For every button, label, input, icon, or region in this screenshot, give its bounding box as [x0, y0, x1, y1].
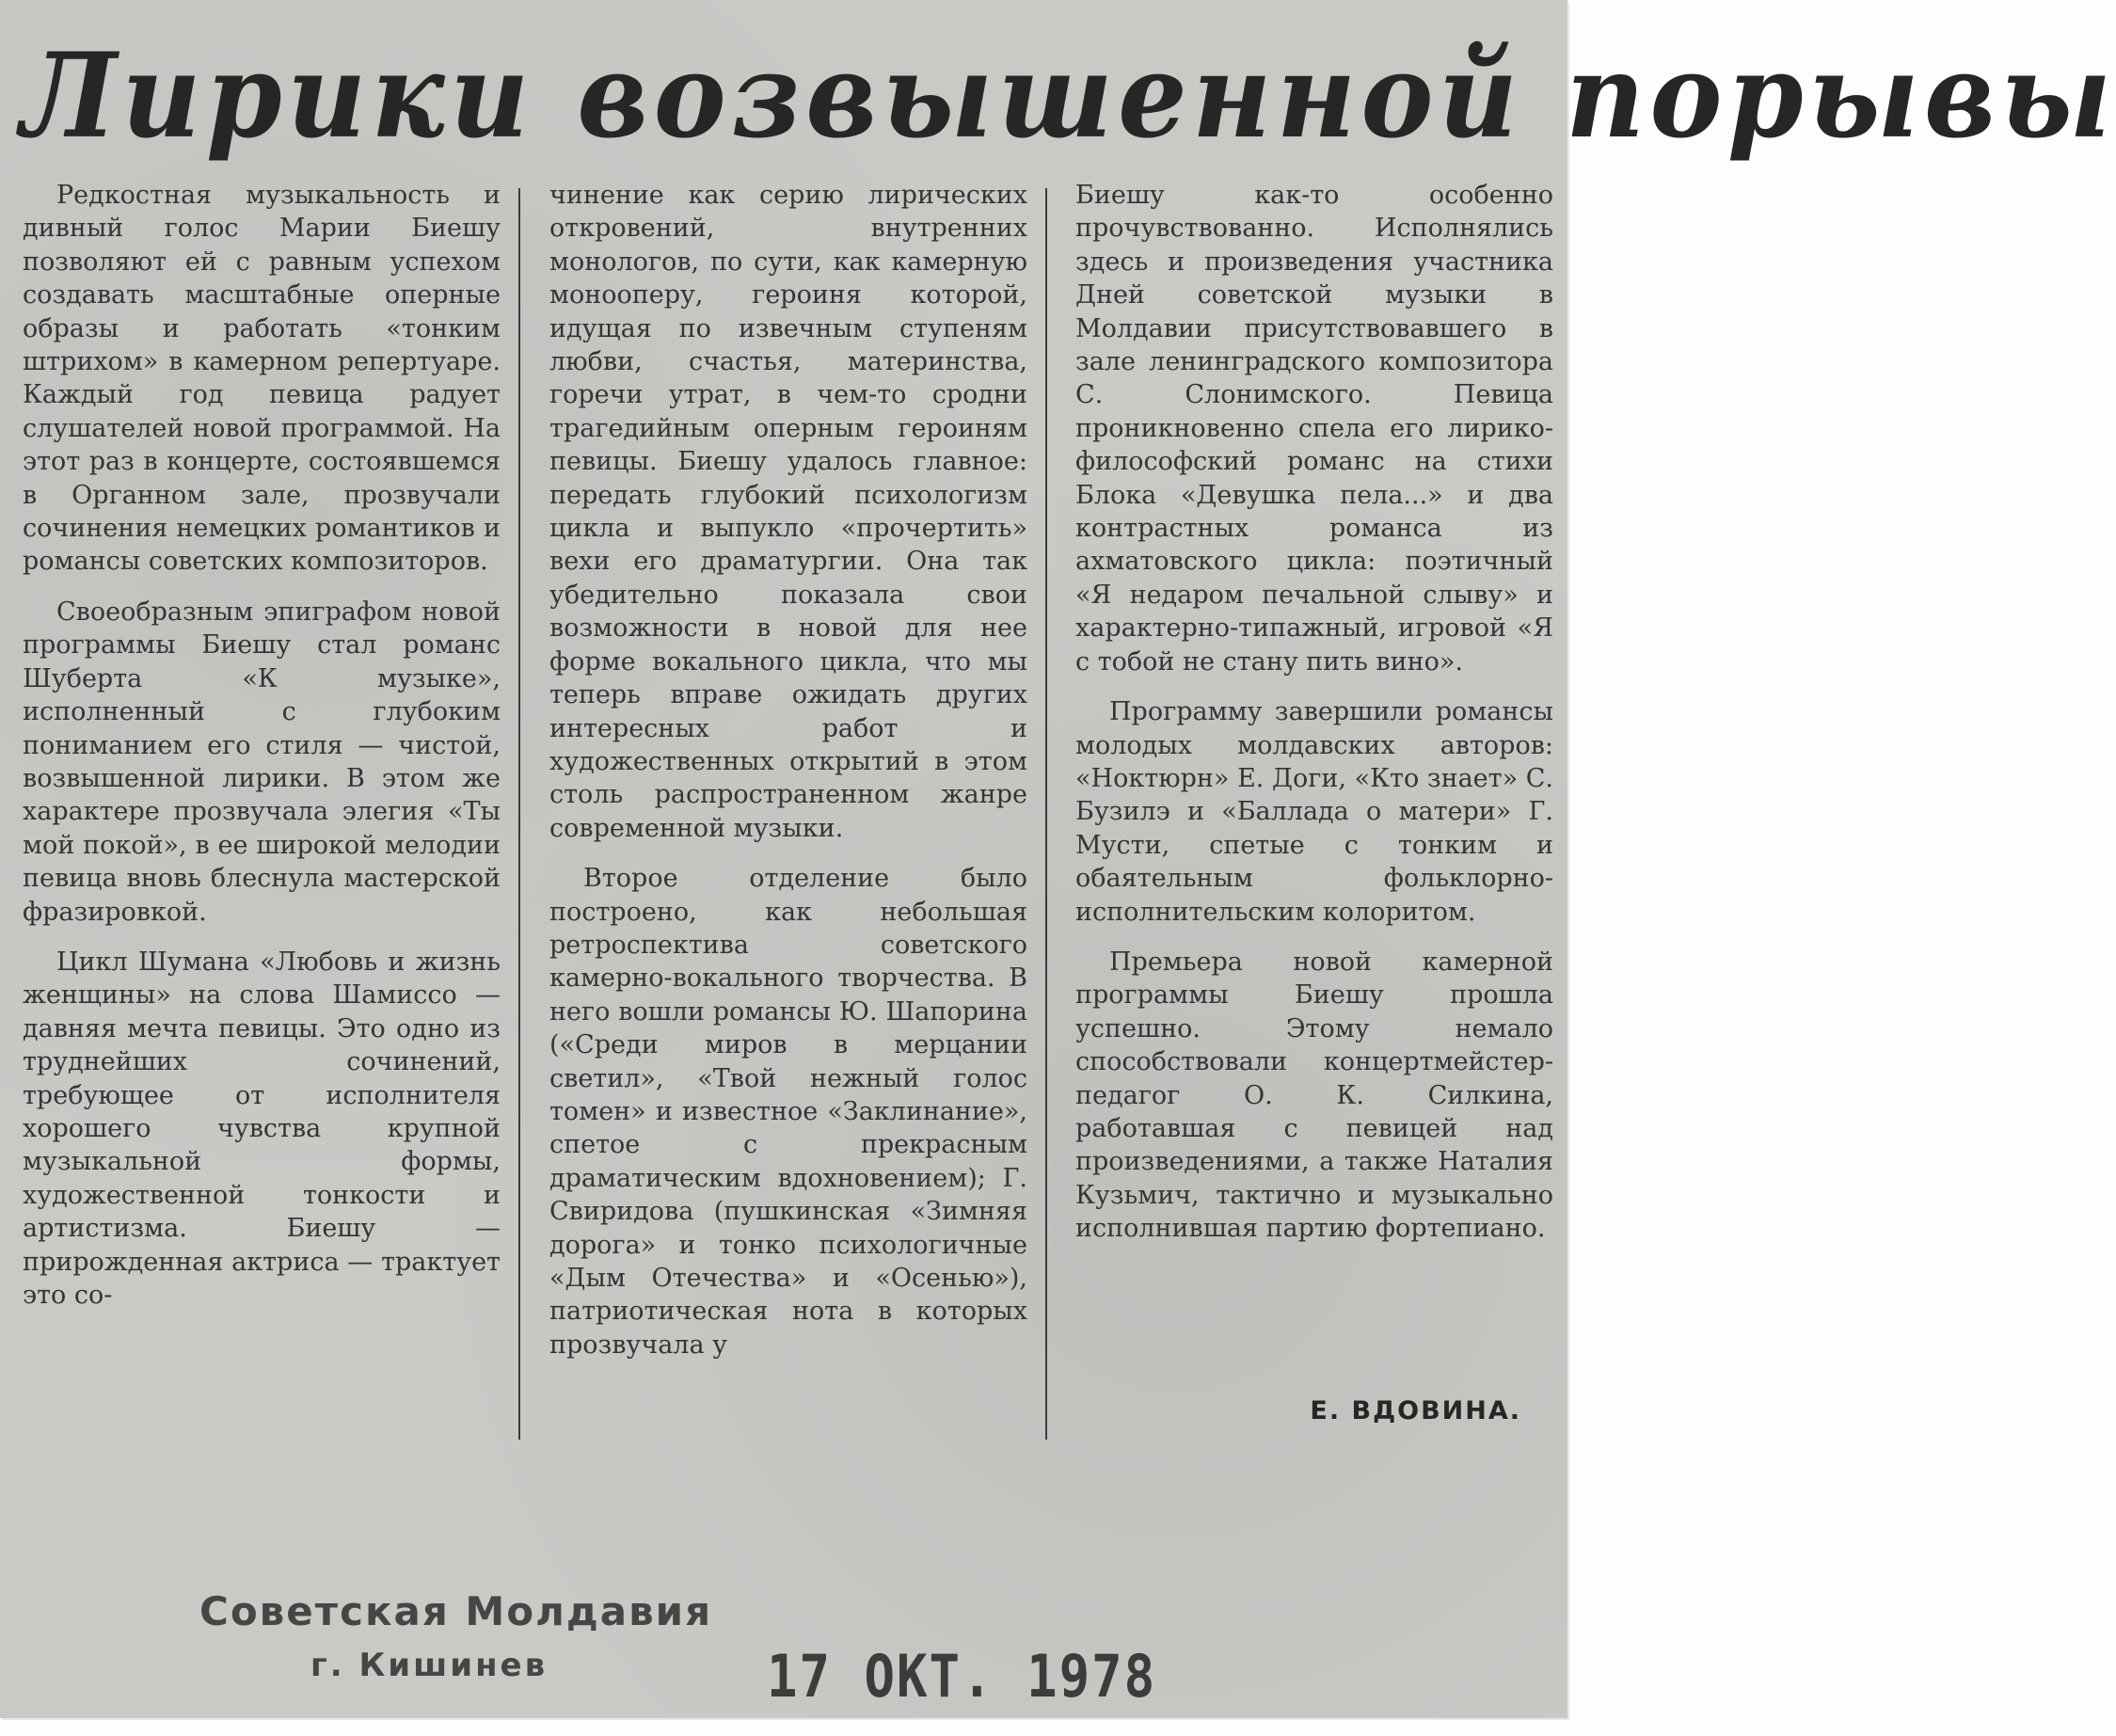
paragraph: Биешу как-то особенно прочувствованно. Исполнялись здесь и произведения участника Дней советской музыки в Молдавии присутствовавшего в зале ленинградского композитора С. Слонимского. Певица проникновенно спела его лирико-философский романс на стихи Блока «Девушка пела...» и два контрастных романса из ахматовского цикла: поэтичный «Я недаром печальной слыву» и характерно-типажный, игровой «Я с тобой не стану пить вино».	[1075, 181, 1553, 677]
article-column-3	[1075, 179, 1553, 1440]
article-column-1	[23, 179, 501, 1440]
paragraph: чинение как серию лирических откровений, внутренних монологов, по сути, как камерную монооперу, героиня которой, идущая по извечным ступеням любви, счастья, материнства, горечи утрат, в чем-то сродни трагедийным оперным героиням певицы. Биешу удалось главное: передать глубокий психологизм цикла и выпукло «прочертить» вехи его драматургии. Она так убедительно показала свои возможности в новой для нее форме вокального цикла, что мы теперь вправе ожидать других интересных работ и художественных открытий в этом столь распространенном жанре современной музыки.	[549, 181, 1027, 843]
stamp-date: 17 ОКТ. 1978	[767, 1642, 1157, 1711]
paragraph: Редкостная музыкальность и дивный голос Марии Биешу позволяют ей с равным успехом создавать масштабные оперные образы и работать «тонким штрихом» в камерном репертуаре. Каждый год певица радует слушателей новой программой. На этот раз в концерте, состоявшемся в Органном зале, прозвучали сочинения немецких романтиков и романсы советских композиторов.	[23, 181, 501, 577]
paragraph: Своеобразным эпиграфом новой программы Биешу стал романс Шуберта «К музыке», исполненный с глубоким пониманием его стиля — чистой, возвышенной лирики. В этом же характере прозвучала элегия «Ты мой покой», в ее широкой мелодии певица вновь блеснула мастерской фразировкой.	[23, 597, 501, 927]
paragraph: Второе отделение было построено, как небольшая ретроспектива советского камерно-вокального творчества. В него вошли романсы Ю. Шапорина («Среди миров в мерцании светил», «Твой нежный голос томен» и известное «Заклинание», спетое с прекрасным драматическим вдохновением); Г. Свиридова (пушкинская «Зимняя дорога» и тонко психологичные «Дым Отечества» и «Осенью»), патриотическая нота в которых прозвучала у	[549, 864, 1027, 1360]
column-divider	[1045, 188, 1047, 1440]
article-author: Е. ВДОВИНА.	[1310, 1396, 1521, 1425]
paragraph: Премьера новой камерной программы Биешу прошла успешно. Этому немало способствовали концертмейстер-педагог О. К. Силкина, работавшая с певицей над произведениями, а также Наталия Кузьмич, тактично и музыкально исполнившая партию фортепиано.	[1075, 947, 1553, 1244]
column-divider	[518, 188, 520, 1440]
newspaper-stamp: Советская Молдавия	[199, 1588, 713, 1634]
article-headline: Лирики возвышенной порывы	[21, 28, 2116, 165]
paragraph: Программу завершили романсы молодых молдавских авторов: «Ноктюрн» Е. Доги, «Кто знает» С. Бузилэ и «Баллада о матери» Г. Мусти, спетые с тонким и обаятельным фольклорно-исполнительским колоритом.	[1075, 697, 1553, 927]
article-column-2	[549, 179, 1027, 1440]
paragraph: Цикл Шумана «Любовь и жизнь женщины» на слова Шамиссо — давняя мечта певицы. Это одно из труднейших сочинений, требующее от исполнителя хорошего чувства крупной музыкальной формы, художественной тонкости и артистизма. Биешу — прирожденная актриса — трактует это со-	[23, 947, 501, 1310]
stamp-city: г. Кишинев	[310, 1647, 549, 1684]
